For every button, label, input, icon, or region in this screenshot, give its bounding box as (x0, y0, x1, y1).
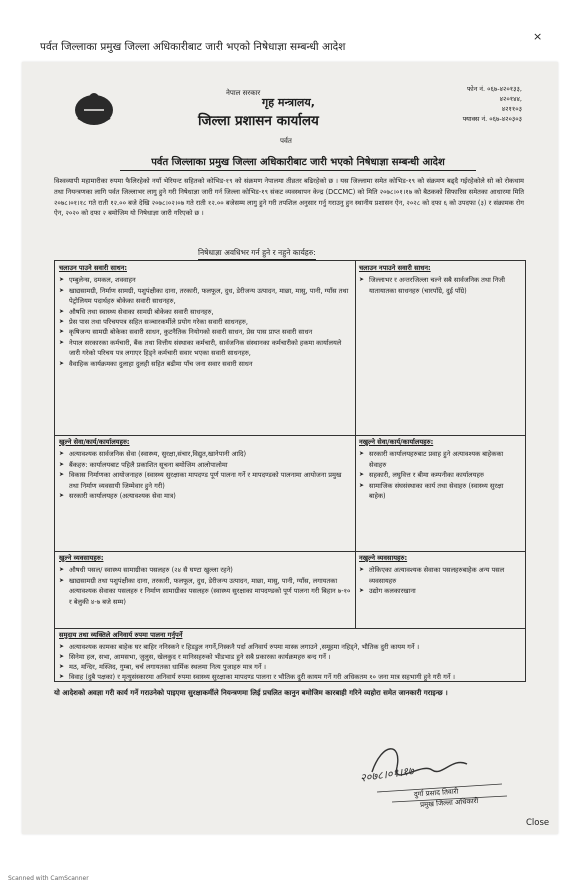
fax-line: फ्याक्स नं. ०६७-४२०३०३ (462, 115, 522, 123)
list-item: ➤ उद्योग कलकारखाना (369, 586, 521, 596)
list-item: ➤ नेपाल सरकारका कर्मचारी, बैंक तथा वित्तीय संस्थाका कर्मचारी, सार्वजनिक संस्थानका कर्मचारीको हकमा कार्यालयले जारी गरेको परिचय पत्र लगाएर हिड्ने कर्मचारी सवार भएका सवारी साधनहरु, (69, 338, 351, 359)
services-open-cell (59, 437, 351, 501)
section-heading: चलाउन नपाउने सवारी साधन: (359, 264, 431, 272)
notice-headline: पर्वत जिल्लाका प्रमुख जिल्ला अधिकारीबाट जारी भएको निषेधाज्ञा सम्बन्धी आदेश (120, 158, 476, 171)
list-item: ➤ सरकारी कार्यालयहरु (अत्यावश्यक सेवा मात्र) (69, 491, 351, 501)
list-item: ➤ जिल्लाभर र अन्तरजिल्ला चल्ने सबै सार्वजनिक तथा निजी यातायातका साधनहरु (चारपाँग्रे, दुई पाँग्रे) (369, 275, 521, 296)
section-divider (55, 551, 525, 552)
list-item: ➤ खाद्यसामग्री, निर्माण सामग्री, पशुपंक्षीका दाना, तरकारी, फलफूल, दुध, डेरीजन्य उत्पादन, माछा, मासु, पानी, ग्याँस तथा पेट्रोलियम पदार्थहरु बोकेका सवारी साधनहरु, (69, 286, 351, 307)
ministry-label: गृह मन्त्रालय, (262, 96, 315, 109)
list-item: ➤ विकास निर्माणका आयोजनाहरु (स्वास्थ्य सुरक्षाका मापदण्ड पूर्ण पालना गर्ने र मापदण्डको पालनामा आयोजना प्रमुख तथा निर्माण व्यवसायी जिम्मेवार हुने गरी) (69, 470, 351, 491)
notice-subhead: निषेधाज्ञा अवधिभर गर्न हुने र नहुने कार्यहरु: (198, 248, 316, 260)
services-closed-cell (359, 437, 521, 501)
section-heading: चलाउन पाउने सवारी साधन: (59, 264, 128, 272)
list-item: ➤ तोकिएका अत्यावश्यक सेवाका पसलहरुबाहेक अन्य पसल व्यवसायहरु (369, 565, 521, 586)
list-item: ➤ बैंकहरु: कार्यालयबाट पहिलै प्रकाशित सूचना बमोजिम आलोपालोमा (69, 460, 351, 470)
list-item: ➤ कृषिजन्य सामग्री बोकेका सवारी साधन, कुटनैतिक नियोगको सवारी साधन, प्रेस पास प्राप्त सवारी साधन (69, 327, 351, 337)
list-item: ➤ सरकारी कार्यालयहरुबाट प्रवाह हुने अत्यावश्यक बाहेकका सेवाहरु (369, 449, 521, 470)
business-open-cell (59, 553, 351, 607)
list-item: ➤ अत्यावश्यक कामका बाहेक घर बाहिर ननिस्कने र हिडडुल नगर्ने,निस्कनै पर्दा अनिवार्य रुपमा मास्क लगाउने ,समूहमा नहिड्ने, भौतिक दुरी कायम गर्ने । (69, 642, 521, 652)
section-heading: खुल्ने व्यवसायहरु: (59, 554, 104, 562)
column-divider (355, 261, 356, 628)
list-item: ➤ सहकारी, लघुवित्त र बीमा कम्पनीका कार्यालयहरु (369, 470, 521, 480)
list-item: ➤ सिनेमा हल, सभा, आमसभा, जुलुस, खेलकुद र मानिसहरुको भीडभाड हुने सबै प्रकारका कार्यक्रमहरु बन्द गर्ने । (69, 652, 521, 662)
list-item: ➤ वैवाहिक कार्यक्रमका दुलाहा दुलही सहित बढीमा पाँच जना सवार सवारी साधन (69, 359, 351, 369)
closing-statement: यो आदेशको अवज्ञा गरी कार्य गर्ने गराउनेको पाइएमा सुरक्षाकर्मीले नियन्त्रणमा लिई प्रचलित कानुन बमोजिम कारबाही गरिने व्यहोरा समेत जानकारी गराइन्छ । (54, 689, 448, 697)
section-heading: नखुल्ने व्यवसायहरु: (359, 554, 408, 562)
close-icon[interactable]: × (533, 30, 543, 43)
phone-numbers (402, 84, 522, 124)
list-item: ➤ प्रेस पास तथा परिचयपत्र सहित सञ्चारकर्मीले प्रयोग गरेका सवारी साधनहरु, (69, 317, 351, 327)
list-item: ➤ सामाजिक संघसंस्थाका कार्य तथा सेवाहरु (स्वास्थ्य सुरक्षा बाहेक) (369, 481, 521, 502)
list-item: ➤ औषधी पसल/ स्वास्थ्य सामाग्रीका पसलहरु (२४ सै घण्टा खुल्ला रहने) (69, 565, 351, 575)
phone-line: ४२०१४४, (499, 95, 522, 103)
signature-date: २०७८।०१।१७ (359, 764, 415, 785)
office-name: जिल्ला प्रशासन कार्यालय (198, 113, 319, 129)
viewer-title: पर्वत जिल्लाका प्रमुख जिल्ला अधिकारीबाट जारी भएको निषेधाज्ञा सम्बन्धी आदेश (40, 41, 346, 53)
vehicles-allowed-cell (59, 263, 351, 369)
phone-line: फोन नं. ०६७-४२०१३३, (467, 85, 522, 93)
list-item: ➤ औषधि तथा स्वास्थ्य सेवाका सामग्री बोकेका सवारी साधनहरु, (69, 307, 351, 317)
list-item: ➤ विवाह (दुबै पक्षका) र मृत्युसंस्कारमा अनिवार्य रुपमा स्वास्थ्य सुरक्षाका मापदण्ड पालना र भौतिक दुरी कायम गर्ने गरी अधिकतम १० जना मात्र सहभागी हुने गरी गर्ने । (69, 672, 521, 682)
rules-table (54, 260, 526, 682)
vehicles-banned-cell (359, 263, 521, 296)
section-heading: समुदाय तथा व्यक्तिले अनिवार्य रुपमा पालना गर्नुपर्ने (59, 631, 183, 639)
scanner-watermark: Scanned with CamScanner (8, 875, 89, 882)
close-button[interactable]: Close (526, 818, 550, 828)
signatory-name: दुर्गा प्रसाद तिवारी (413, 787, 459, 799)
list-item: ➤ अत्यावश्यक सार्वजनिक सेवा (स्वास्थ्य, सुरक्षा,संचार,विद्युत,खानेपानी आदि) (69, 449, 351, 459)
list-item: ➤ खाद्यसामग्री तथा पशुपंक्षीका दाना, तरकारी, फलफूल, दुध, डेरीजन्य उत्पादन, माछा, मासु, पानी, ग्याँस, लगायतका अत्यावश्यक सेवाका पसलहरु र निर्माण सामाग्रीका पसलहरु (स्वास्थ्य सुरक्षाका मापदण्डको पूर्ण पालना गरी बिहान ७-१० र बेलुकी ४-७ बजे सम्म) (69, 576, 351, 607)
scanned-document (22, 62, 558, 834)
notice-intro: विश्वव्यापी महामारीका रुपमा फैलिरहेको नयाँ भेरियन्ट सहितको कोभिड-१९ को संक्रमण नेपालमा तीव्रतर बढिरहेको छ । यस जिल्लामा समेत कोभिड-१९ को संक्रमण बढ्दै गईरहेकोले सो को रोकथाम तथा नियन्त्रणका लागि पर्वत जिल्लाभर लागु हुने गरी निषेधाज्ञा जारी गर्न जिल्ला कोभिड-१९ संकट व्यवस्थापन केन्द्र (DCCMC) को मिति २०७८।०१।१७ को बैठकको सिफारिस समेतका आधारमा मिति २०७८।०१।१८ गते राती १२.०० बजे देखि २०७८।०२।०७ गते राती १२.०० बजेसम्म लागु हुने गरी तपशिल अनुसार गर्नु गराउनु हुन स्थानीय प्रशासन ऐन, २०२८ को दफा ६ को उपदफा (३) र संक्रामक रोग ऐन, २०२० को दफा २ बमोजिम यो निषेधाज्ञा जारी गरिएको छ । (54, 177, 524, 218)
section-divider (55, 628, 525, 629)
government-label: नेपाल सरकार (226, 89, 261, 97)
section-heading: नखुल्ने सेवा/कार्य/कार्यालयहरु: (359, 438, 434, 446)
viewer-topbar (0, 0, 584, 62)
signatory-title: प्रमुख जिल्ला अधिकारी (419, 796, 479, 810)
section-heading: खुल्ने सेवा/कार्य/कार्यालयहरु: (59, 438, 130, 446)
nepal-emblem-icon (72, 88, 116, 128)
public-conduct-cell (59, 630, 521, 682)
list-item: ➤ एम्बुलेन्स, दमकल, शववाहन (69, 275, 351, 285)
phone-line: ४२११०३ (501, 105, 522, 113)
office-place: पर्वत (280, 137, 292, 145)
list-item: ➤ मठ, मन्दिर, मस्जिद, गुम्बा, चर्च लगायतका धार्मिक स्थलमा नित्य पुजाहरु मात्र गर्ने । (69, 662, 521, 672)
section-divider (55, 435, 525, 436)
business-closed-cell (359, 553, 521, 597)
